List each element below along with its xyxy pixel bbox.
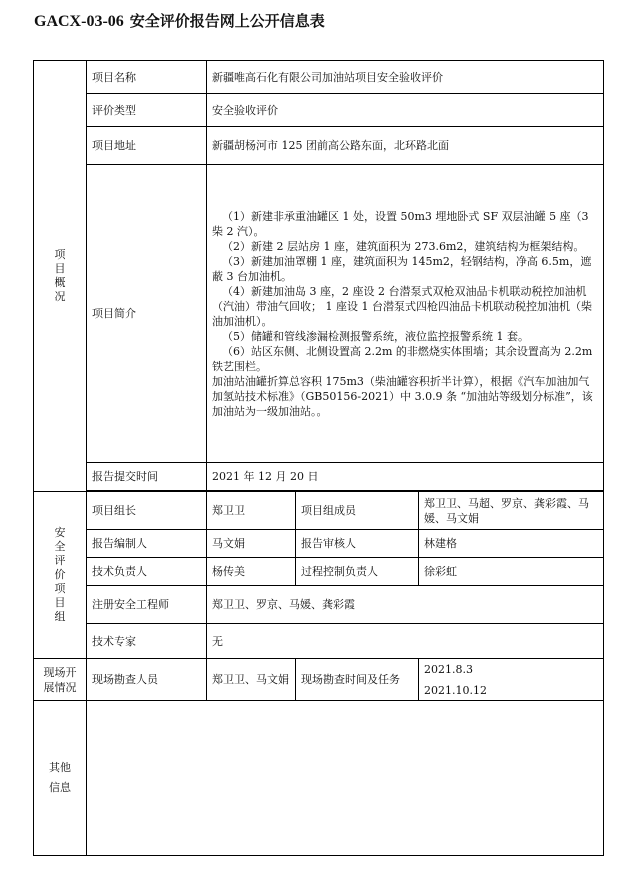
row-submit-time [34, 463, 604, 491]
value-expert: 无 [207, 624, 604, 659]
label-address: 项目地址 [87, 127, 207, 165]
label-site-time: 现场勘查时间及任务 [296, 659, 419, 701]
row-other [34, 701, 604, 856]
row-address [34, 127, 604, 165]
label-intro: 项目简介 [87, 165, 207, 463]
section-other-label: 其他信息 [49, 761, 71, 794]
intro-line: 加油站油罐折算总容积 175m3（柴油罐容积折半计算），根据《汽车加油加气加氢站技术标准》（GB50156-2021）中 3.0.9 条 “加油站等级划分标准”，该加油站为一级加油站。。 [212, 374, 593, 418]
value-eval-type: 安全验收评价 [207, 94, 604, 127]
label-project-name: 项目名称 [87, 61, 207, 94]
value-tech-lead: 杨传美 [207, 558, 296, 586]
page-title [34, 10, 325, 31]
label-author: 报告编制人 [87, 530, 207, 558]
value-engineer: 郑卫卫、罗京、马媛、龚彩霞 [207, 586, 604, 624]
form-title: 安全评价报告网上公开信息表 [129, 12, 325, 30]
row-project-name [34, 61, 604, 94]
label-engineer: 注册安全工程师 [87, 586, 207, 624]
row-tech-lead [34, 558, 604, 586]
value-intro [207, 165, 604, 463]
site-date: 2021.8.3 [424, 662, 473, 676]
label-leader: 项目组长 [87, 492, 207, 530]
value-leader: 郑卫卫 [207, 492, 296, 530]
intro-line: （1）新建非承重油罐区 1 处，设置 50m3 埋地卧式 SF 双层油罐 5 座（3 柴 2 汽）。 [212, 209, 589, 238]
intro-line: （6）站区东侧、北侧设置高 2.2m 的非燃烧实体围墙；其余设置高为 2.2m 铁艺围栏。 [212, 344, 593, 373]
form-code: GACX-03-06 [34, 13, 124, 30]
section-team: 安全评价项目组 [34, 492, 87, 659]
info-table [33, 60, 604, 856]
label-submit-time: 报告提交时间 [87, 463, 207, 491]
value-site-staff: 郑卫卫、马文娟 [207, 659, 296, 701]
intro-line: （4）新建加油岛 3 座，2 座设 2 台潜泵式双枪双油品卡机联动税控加油机（汽油）带油气回收； 1 座设 1 台潜泵式四枪四油品卡机联动税控加油机（柴油加油机）。 [212, 284, 592, 328]
row-eval-type [34, 94, 604, 127]
label-site-staff: 现场勘查人员 [87, 659, 207, 701]
row-site [34, 659, 604, 701]
intro-line: （2）新建 2 层站房 1 座，建筑面积为 273.6m2，建筑结构为框架结构。 [222, 239, 585, 253]
label-process: 过程控制负责人 [296, 558, 419, 586]
row-engineer [34, 586, 604, 624]
row-expert [34, 624, 604, 659]
row-intro [34, 165, 604, 463]
label-members: 项目组成员 [296, 492, 419, 530]
row-leader [34, 492, 604, 530]
label-expert: 技术专家 [87, 624, 207, 659]
intro-line: （5）储罐和管线渗漏检测报警系统，液位监控报警系统 1 套。 [222, 329, 529, 343]
value-members: 郑卫卫、马超、罗京、龚彩霞、马媛、马文娟 [419, 492, 604, 530]
value-project-name: 新疆唯高石化有限公司加油站项目安全验收评价 [207, 61, 604, 94]
section-other [34, 701, 87, 856]
intro-line: （3）新建加油罩棚 1 座，建筑面积为 145m2，轻钢结构，净高 6.5m，遮蔽 3 台加油机。 [212, 254, 592, 283]
section-site: 现场开展情况 [34, 659, 87, 701]
label-eval-type: 评价类型 [87, 94, 207, 127]
value-site-time [419, 659, 604, 701]
value-submit-time: 2021 年 12 月 20 日 [207, 463, 604, 491]
value-other [87, 701, 604, 856]
section-overview: 项目概况 [34, 61, 87, 492]
value-reviewer: 林建格 [419, 530, 604, 558]
row-author [34, 530, 604, 558]
value-author: 马文娟 [207, 530, 296, 558]
site-date: 2021.10.12 [424, 683, 487, 697]
value-process: 徐彩虹 [419, 558, 604, 586]
label-tech-lead: 技术负责人 [87, 558, 207, 586]
label-reviewer: 报告审核人 [296, 530, 419, 558]
value-address: 新疆胡杨河市 125 团前高公路东面，北环路北面 [207, 127, 604, 165]
